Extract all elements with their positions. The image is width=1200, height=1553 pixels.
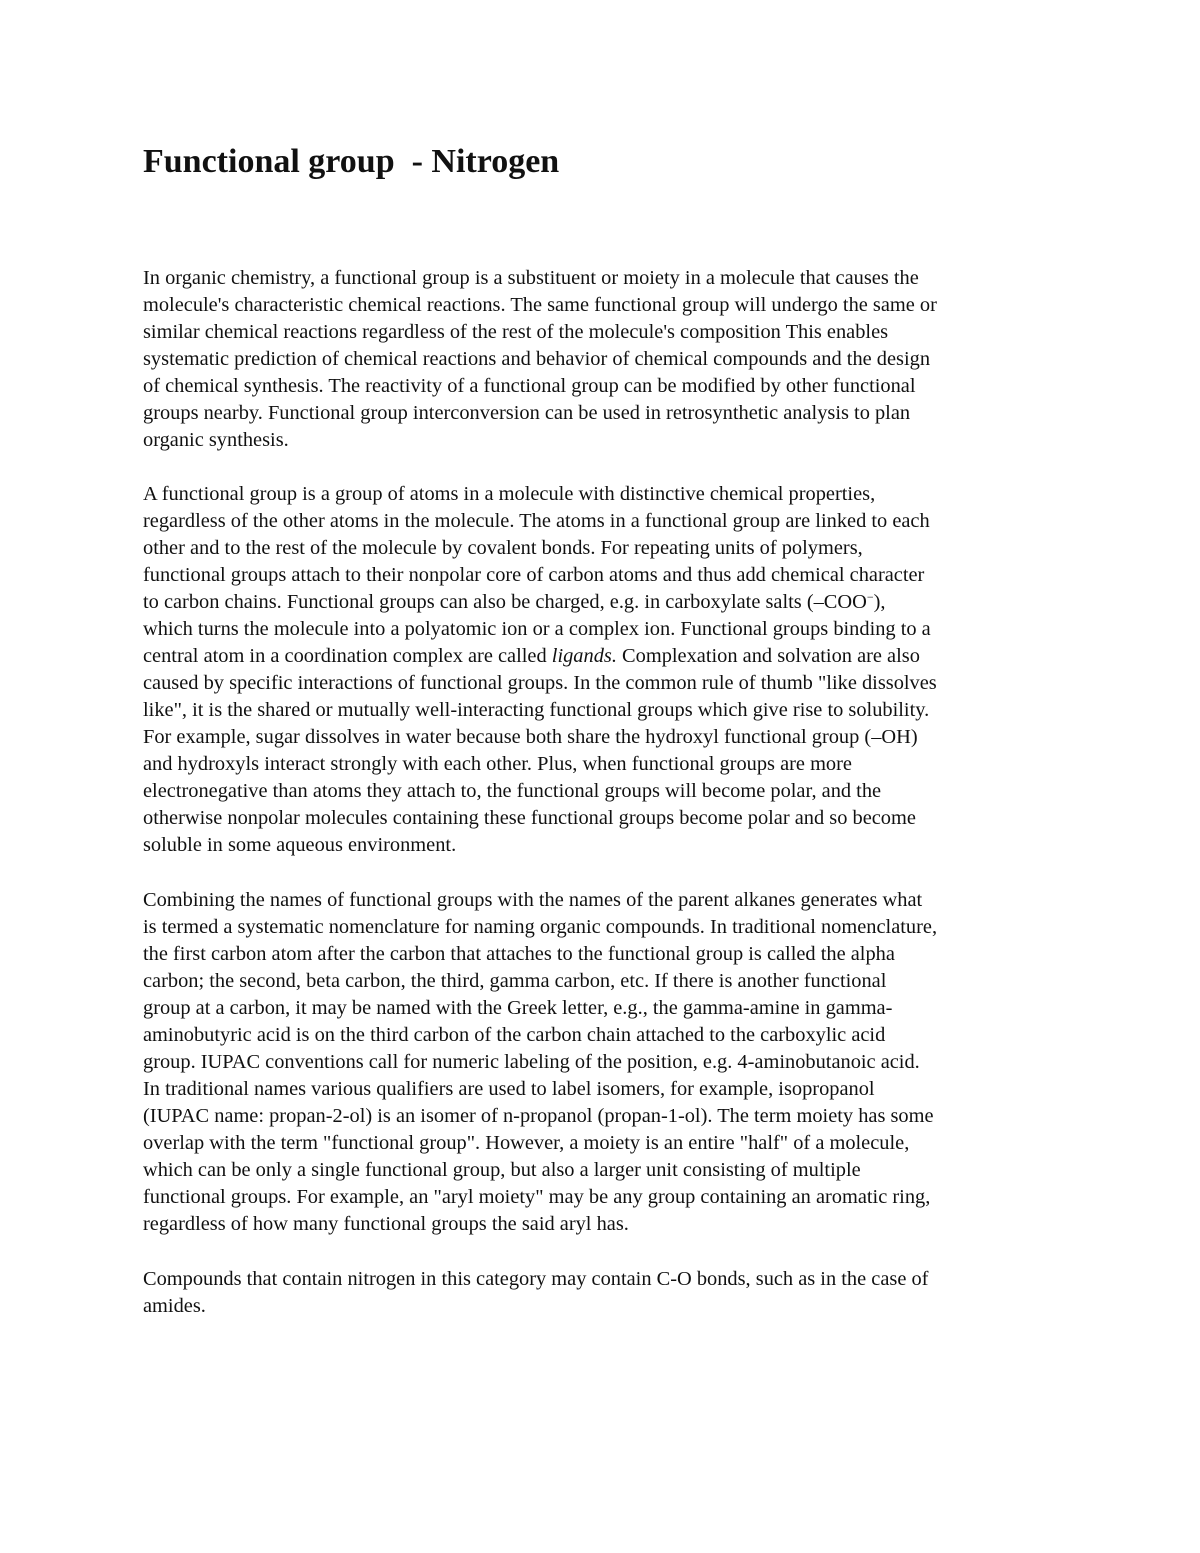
paragraph-line: functional groups attach to their nonpolar core of carbon atoms and thus add chemical character — [143, 564, 925, 586]
paragraph-line: Compounds that contain nitrogen in this category may contain C-O bonds, such as in the case of — [143, 1268, 929, 1290]
paragraph-line: amides. — [143, 1295, 206, 1317]
paragraph-line: caused by specific interactions of functional groups. In the common rule of thumb "like dissolves — [143, 672, 937, 694]
superscript-minus: − — [866, 590, 874, 604]
paragraph-line: similar chemical reactions regardless of the rest of the molecule's composition This enables — [143, 321, 889, 343]
paragraph-line: In traditional names various qualifiers are used to label isomers, for example, isopropanol — [143, 1078, 875, 1100]
line-text: ), — [873, 591, 886, 613]
paragraph-line: In organic chemistry, a functional group is a substituent or moiety in a molecule that causes the — [143, 267, 919, 289]
paragraph-line-carboxylate — [143, 589, 1063, 616]
paragraph-line: overlap with the term "functional group". However, a moiety is an entire "half" of a molecule, — [143, 1132, 910, 1154]
paragraph-2 — [143, 481, 1063, 859]
paragraph-line: molecule's characteristic chemical reactions. The same functional group will undergo the same or — [143, 294, 937, 316]
paragraph-line: group at a carbon, it may be named with the Greek letter, e.g., the gamma-amine in gamma- — [143, 997, 893, 1019]
paragraph-line: soluble in some aqueous environment. — [143, 834, 457, 856]
paragraph-line: the first carbon atom after the carbon that attaches to the functional group is called the alpha — [143, 943, 895, 965]
paragraph-line: which can be only a single functional group, but also a larger unit consisting of multiple — [143, 1159, 861, 1181]
line-text: to carbon chains. Functional groups can also be charged, e.g. in carboxylate salts (–COO — [143, 591, 867, 613]
paragraph-line: aminobutyric acid is on the third carbon of the carbon chain attached to the carboxylic acid — [143, 1024, 886, 1046]
paragraph-line: which turns the molecule into a polyatomic ion or a complex ion. Functional groups binding to a — [143, 618, 931, 640]
paragraph-line: group. IUPAC conventions call for numeric labeling of the position, e.g. 4-aminobutanoic acid. — [143, 1051, 920, 1073]
ligands-term: ligands. — [551, 645, 617, 667]
paragraph-line: other and to the rest of the molecule by covalent bonds. For repeating units of polymers, — [143, 537, 863, 559]
document-title: Functional group - Nitrogen — [143, 143, 560, 180]
paragraph-line: Combining the names of functional groups with the names of the parent alkanes generates what — [143, 889, 923, 911]
paragraph-line: regardless of the other atoms in the molecule. The atoms in a functional group are linked to each — [143, 510, 930, 532]
paragraph-line: A functional group is a group of atoms in a molecule with distinctive chemical properties, — [143, 483, 876, 505]
paragraph-line: and hydroxyls interact strongly with each other. Plus, when functional groups are more — [143, 753, 852, 775]
paragraph-line: organic synthesis. — [143, 429, 289, 451]
paragraph-line: otherwise nonpolar molecules containing these functional groups become polar and so become — [143, 807, 916, 829]
paragraph-line: carbon; the second, beta carbon, the third, gamma carbon, etc. If there is another functional — [143, 970, 887, 992]
paragraph-line-ligands — [143, 643, 1063, 670]
paragraph-line: like", it is the shared or mutually well-interacting functional groups which give rise to solubility. — [143, 699, 930, 721]
paragraph-line: is termed a systematic nomenclature for naming organic compounds. In traditional nomenclature, — [143, 916, 938, 938]
paragraph-line: regardless of how many functional groups the said aryl has. — [143, 1213, 629, 1235]
paragraph-line: of chemical synthesis. The reactivity of a functional group can be modified by other functional — [143, 375, 916, 397]
paragraph-1 — [143, 265, 1063, 454]
line-text: Complexation and solvation are also — [616, 645, 920, 667]
paragraph-line: For example, sugar dissolves in water because both share the hydroxyl functional group (–OH) — [143, 726, 918, 748]
paragraph-4 — [143, 1266, 1063, 1320]
line-text: central atom in a coordination complex are called — [143, 645, 552, 667]
paragraph-line: electronegative than atoms they attach to, the functional groups will become polar, and the — [143, 780, 882, 802]
paragraph-line: (IUPAC name: propan-2-ol) is an isomer of n-propanol (propan-1-ol). The term moiety has some — [143, 1105, 934, 1127]
paragraph-line: groups nearby. Functional group interconversion can be used in retrosynthetic analysis to plan — [143, 402, 911, 424]
paragraph-3 — [143, 887, 1063, 1238]
paragraph-line: systematic prediction of chemical reactions and behavior of chemical compounds and the design — [143, 348, 931, 370]
paragraph-line: functional groups. For example, an "aryl moiety" may be any group containing an aromatic ring, — [143, 1186, 931, 1208]
